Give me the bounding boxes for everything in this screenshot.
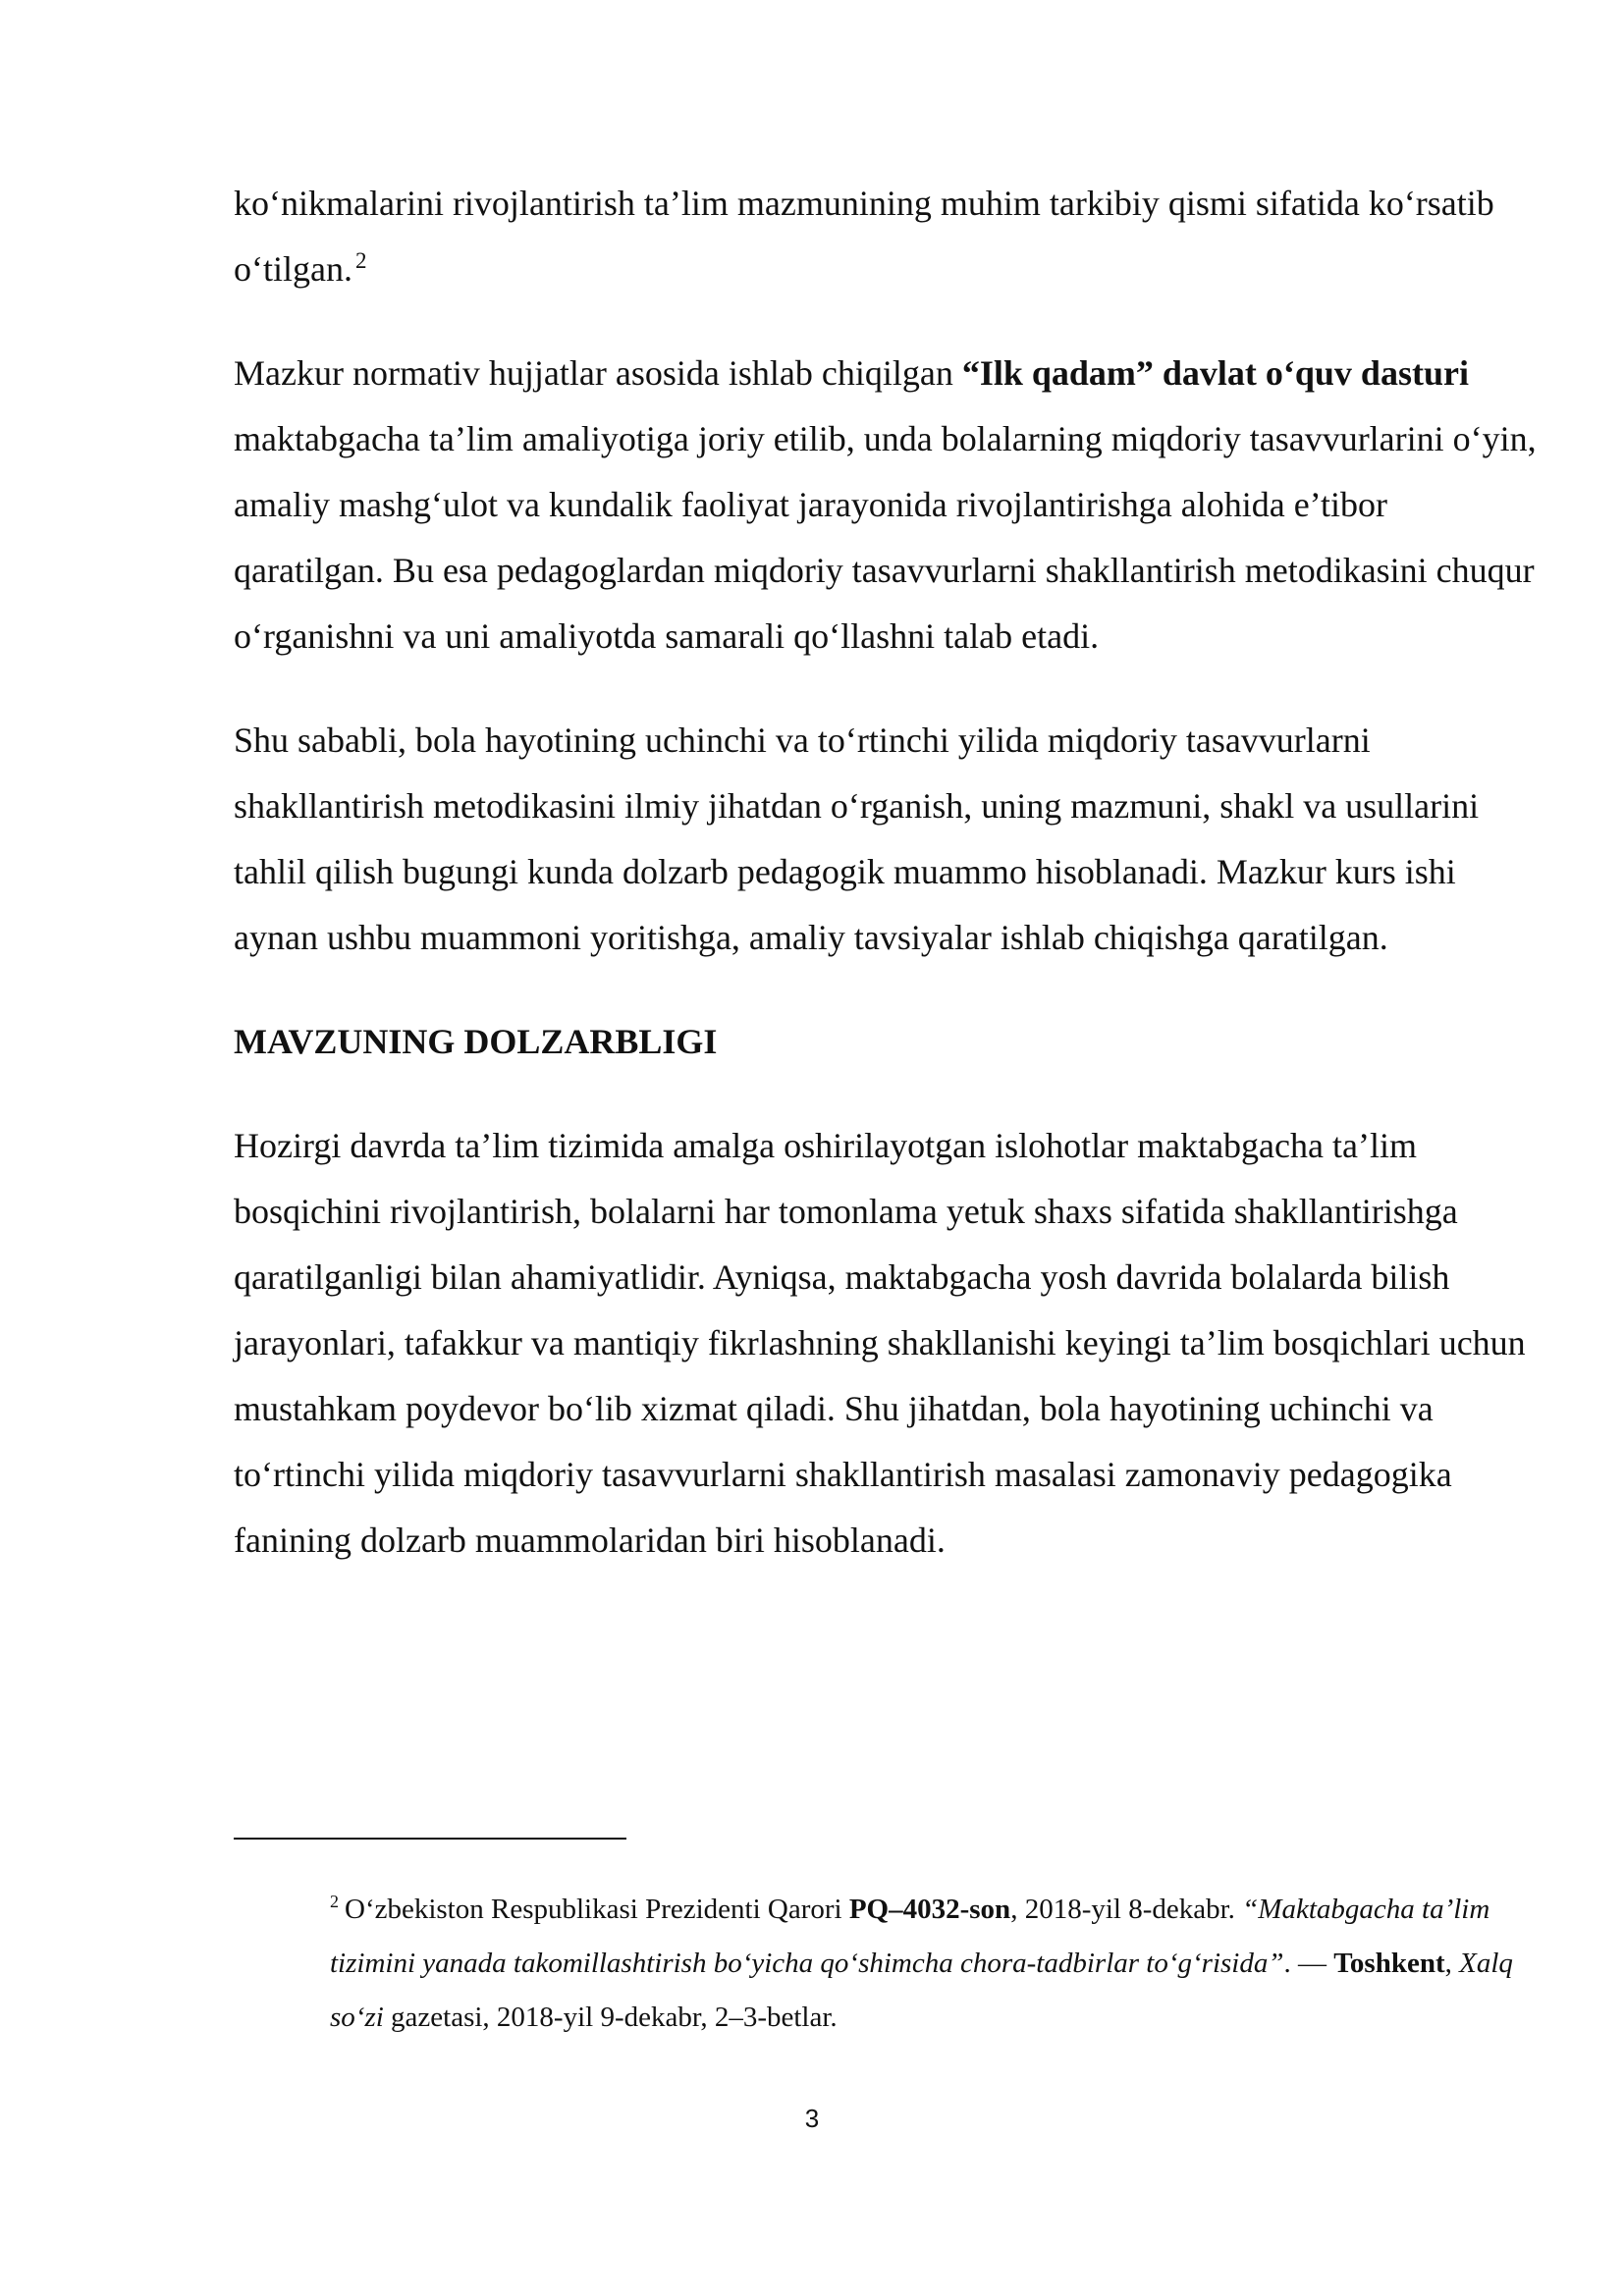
- paragraph-1-text: ko‘nikmalarini rivojlantirish ta’lim mazmunining muhim tarkibiy qismi sifatida ko‘rsatib o‘tilgan.: [234, 184, 1494, 289]
- paragraph-2-text-start: Mazkur normativ hujjatlar asosida ishlab chiqilgan: [234, 353, 962, 393]
- footnote-text-3: . —: [1283, 1948, 1334, 1979]
- paragraph-3: Shu sababli, bola hayotining uchinchi va to‘rtinchi yilida miqdoriy tasavvurlarni shakllantirish metodikasini ilmiy jihatdan o‘rganish, uning mazmuni, shakl va usullarini tahlil qilish bugungi kunda dolzarb pedagogik muammo hisoblanadi. Mazkur kurs ishi aynan ushbu muammoni yoritishga, amaliy tavsiyalar ishlab chiqishga qaratilgan.: [234, 721, 1480, 957]
- footnote-text-1: O‘zbekiston Respublikasi Prezidenti Qarori: [345, 1894, 849, 1925]
- paragraph-1: [234, 171, 1540, 302]
- footnote-reference[interactable]: 2: [354, 248, 367, 273]
- footnote-decree-number: PQ–4032-son: [848, 1894, 1011, 1925]
- footnote-newspaper: Xalq so‘zi: [330, 1948, 1513, 2033]
- paragraph-2: [234, 341, 1540, 669]
- footnote-text-2: , 2018-yil 8-dekabr.: [1010, 1894, 1243, 1925]
- footnote: [330, 1883, 1538, 2045]
- section-heading: MAVZUNING DOLZARBLIGI: [234, 1022, 718, 1061]
- paragraph-2-text-end: maktabgacha ta’lim amaliyotiga joriy etilib, unda bolalarning miqdoriy tasavvurlarini o‘yin, amaliy mashg‘ulot va kundalik faoliyat jarayonida rivojlantirishga alohida e’tibor qaratilgan. Bu esa pedagoglardan miqdoriy tasavvurlarni shakllantirish metodikasini chuqur o‘rganishni va uni amaliyotda samarali qo‘llashni talab etadi.: [234, 419, 1537, 656]
- footnote-number: 2: [330, 1892, 339, 1912]
- page-number: 3: [804, 2104, 820, 2133]
- body-text: [234, 171, 1540, 1612]
- footnote-separator: [234, 1838, 626, 1840]
- paragraph-4: Hozirgi davrda ta’lim tizimida amalga oshirilayotgan islohotlar maktabgacha ta’lim bosqichini rivojlantirish, bolalarni har tomonlama yetuk shaxs sifatida shakllantirishga qaratilganligi bilan ahamiyatlidir. Ayniqsa, maktabgacha yosh davrida bolalarda bilish jarayonlari, tafakkur va mantiqiy fikrlashning shakllanishi keyingi ta’lim bosqichlari uchun mustahkam poydevor bo‘lib xizmat qiladi. Shu jihatdan, bola hayotining uchinchi va to‘rtinchi yilida miqdoriy tasavvurlarni shakllantirish masalasi zamonaviy pedagogika fanining dolzarb muammolaridan biri hisoblanadi.: [234, 1126, 1526, 1560]
- footnote-text-4: ,: [1444, 1948, 1460, 1979]
- footnote-decree-title: “Maktabgacha ta’lim tizimini yanada takomillashtirish bo‘yicha qo‘shimcha chora-tadbirlar to‘g‘risida”: [330, 1894, 1490, 1979]
- program-name-bold: “Ilk qadam” davlat o‘quv dasturi: [961, 353, 1469, 393]
- footnote-city: Toshkent: [1333, 1948, 1445, 1979]
- footnote-text-5: gazetasi, 2018-yil 9-dekabr, 2–3-betlar.: [383, 2002, 838, 2033]
